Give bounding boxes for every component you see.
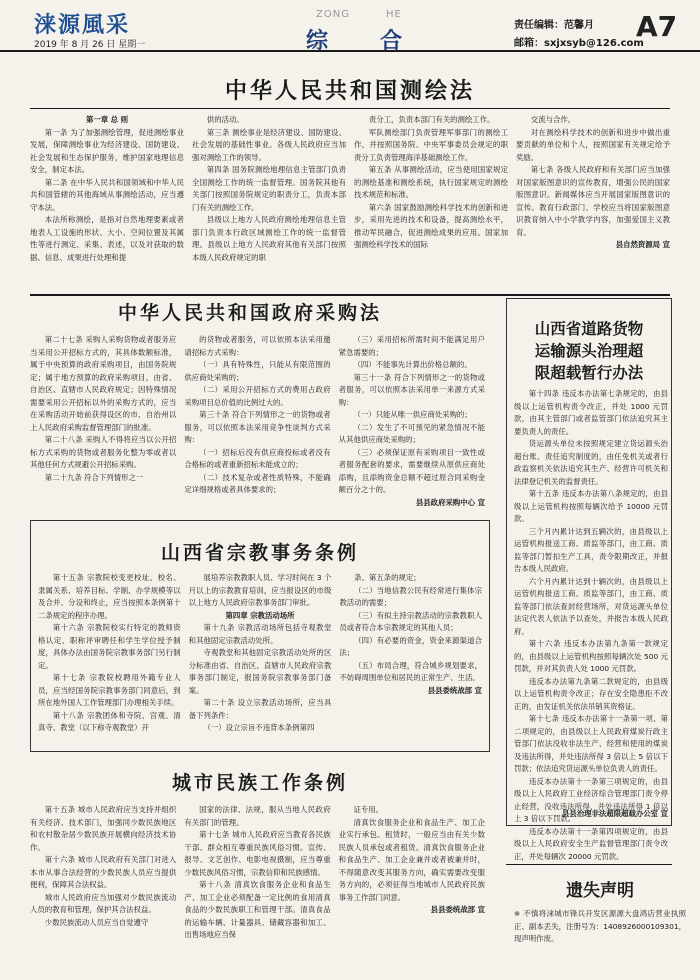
article-paragraph: 县县政府采购中心 宣 (415, 497, 485, 507)
masthead (0, 0, 700, 52)
procurement-law-body (30, 334, 485, 510)
article-paragraph: 第十七条 违反本办法第十一条第一项、第二项规定的，由县级以上人民政府煤炭行政主管部门依法没收非法生产、经营和使用的煤炭及违法所得，并处违法所得 3 倍以上 5 倍以下罚款；依法追究货运源头单位负责人的责任。 (514, 714, 668, 773)
article-paragraph: 县县委统战部 宣 (427, 685, 483, 695)
article-paragraph: 第三十一条 符合下列情形之一的货物或者服务，可以依照本法采用单一来源方式采购： (338, 372, 485, 407)
article-paragraph: 第十八条 宗教团体和寺院、宫观、清真寺、教堂（以下称寺观教堂）开 (38, 710, 181, 732)
article-paragraph: （三）有拟主持宗教活动的宗教教职人员或者符合本宗教规定的其他人员； (339, 610, 483, 632)
article-paragraph: 第十六条 违反本办法第九条第一款规定的，由县级以上运管机构按照每辆次处 500 元罚款，并对其负责人处 1000 元罚款。 (514, 639, 668, 673)
article-paragraph: 第十四条 违反本办法第七条规定的，由县级以上运管机构责令改正，并处 1000 元罚款，由其主管部门或者监管部门依法追究其主要负责人的责任。 (514, 389, 668, 436)
article-paragraph: （一）设立宗旨不违背本条例第四 (203, 723, 315, 732)
article-paragraph: 第十五条 违反本办法第八条规定的，由县级以上运管机构按照每辆次给予 10000 元罚款。 (514, 489, 668, 523)
article-paragraph: 违反本办法第十一条第四项规定的，由县级以上人民政府安全生产监督管理部门责令改正，并处每辆次 20000 元罚款。 (514, 826, 668, 861)
article-paragraph: （二）技术复杂或者性质特殊，不能确定详细规格或者具体要求的； (184, 472, 331, 494)
article-paragraph: 第十五条 城市人民政府应当支持并组织有关经济、技术部门，加强同少数民族地区和农村散杂居少数民族开展横向经济技术协作。 (30, 805, 177, 852)
article-column (339, 572, 482, 746)
ethnic-regulation-title: 城市民族工作条例 (171, 772, 348, 794)
article-paragraph: 第一条 为了加强测绘管理，促进测绘事业发展，保障测绘事业为经济建设、国防建设、社会发展和生态保护服务，维护国家地理信息安全，制定本法。 (30, 127, 184, 174)
religious-regulation-title: 山西省宗教事务条例 (160, 542, 359, 564)
survey-law-body (30, 114, 670, 290)
article-paragraph: 的货物或者服务，可以依照本法采用邀请招标方式采购： (184, 335, 331, 357)
article-paragraph: 第四章 宗教活动场所 (225, 610, 295, 620)
article-paragraph: （四）有必要的资金，资金来源渠道合法； (339, 635, 483, 657)
article-paragraph: 违反本办法第十一条第三项规定的，由县级以上人民政府工业经济综合管理部门责令停止经营，没收违法所得，并处违法所得 1 倍以上 3 倍以下罚款。 (514, 776, 668, 823)
article-paragraph: 第三十条 符合下列情形之一的货物或者服务，可以依照本法采用竞争性谈判方式采购： (184, 410, 331, 444)
article-column (184, 804, 330, 976)
article-paragraph: 第二十八条 采购人不得将应当以公开招标方式采购的货物或者服务化整为零或者以其他任何方式规避公开招标采购。 (30, 435, 177, 469)
article-paragraph: （一）具有特殊性，只能从有限范围的供应商处采购的； (184, 360, 331, 382)
article-paragraph: 第三条 测绘事业是经济建设、国防建设、社会发展的基础性事业。各级人民政府应当加强对测绘工作的领导。 (192, 127, 346, 162)
article-paragraph: 第十六条 城市人民政府有关部门对进入本市从事合法经营的少数民族人员应当提供便利，保障其合法权益。 (30, 855, 177, 889)
article-column (192, 114, 346, 290)
article-paragraph: 第二条 在中华人民共和国领域和中华人民共和国管辖的其他海域从事测绘活动，应当遵守本法。 (30, 177, 184, 212)
article-paragraph: 违反本办法第九条第二款规定的，由县级以上运管机构责令改正；存在安全隐患拒不改正的，由发证机关依法吊销其资格证。 (514, 676, 668, 711)
article-column (516, 114, 670, 290)
article-paragraph: （二）发生了不可预见的紧急情况不能从其他供应商处采购的； (338, 422, 485, 444)
article-column (30, 804, 176, 976)
article-paragraph: 三个月内累计达到五辆次的，由县级以上运管机构报送工商、质监等部门，由工商、质监等部门暂扣生产工具，责令限期改正，并报告本级人民政府。 (514, 526, 668, 573)
article-paragraph: 第十七条 宗教院校聘用外籍专业人员，应当经国务院宗教事务部门同意后，到所在地外国人工作管理部门办理相关手续。 (38, 673, 181, 707)
notice-rule (506, 864, 672, 865)
article-paragraph: 第十六条 宗教院校实行特定的教师资格认定、职称评审聘任和学生学位授予制度，具体办法由国务院宗教事务部门另行制定。 (38, 623, 181, 670)
survey-title-rule (30, 108, 670, 109)
article-paragraph: 清真饮食服务企业和食品生产、加工企业实行承包、租赁时，一般应当由有关少数民族人员承包或者租赁。清真饮食服务企业和食品生产、加工企业兼并或者被兼并时，不得随意改变其服务方向，确实需要改变服务方向的，必须征得当地城市人民政府民族事务工作部门同意。 (338, 817, 485, 902)
article-paragraph: 对在测绘科学技术的创新和进步中做出重要贡献的单位和个人，按照国家有关规定给予奖励。 (516, 127, 670, 162)
article-paragraph: 本法所称测绘，是指对自然地理要素或者地表人工设施的形状、大小、空间位置及其属性等进行测定、采集、表述，以及对获取的数据、信息、成果进行处理和提 (30, 215, 184, 262)
article-paragraph: 条、第五条的规定； (354, 573, 421, 582)
procurement-law-title: 中华人民共和国政府采购法 (117, 302, 382, 324)
title-line: 运输源头治理超 (534, 341, 644, 360)
title-line: 限超载暂行办法 (534, 363, 644, 382)
article-column (30, 114, 184, 290)
page-number: A7 (636, 10, 678, 43)
article-column (354, 114, 508, 290)
article-paragraph: 第二十条 设立宗教活动场所，应当具备下列条件： (188, 698, 332, 720)
article-paragraph: （四）不能事先计算出价格总额的。 (353, 360, 472, 369)
overload-credit: 县县治理非法超限超载办公室 宣 (561, 809, 668, 818)
article-paragraph: 货运源头单位未按照规定建立货运源头治超台账、责任追究制度的，由任免机关或者行政监察机关依法追究其生产、经营许可机关和法律登记机关的监督责任。 (514, 439, 668, 486)
article-paragraph: 县级以上地方人民政府测绘地理信息主管部门负责本行政区域测绘工作的统一监督管理。县级以上地方人民政府其他有关部门按照本级人民政府规定的职 (192, 215, 346, 262)
editor-email: 邮箱：sxjxsyb@126.com (514, 38, 644, 49)
section-divider (30, 294, 670, 296)
article-paragraph: （二）当地信教公民有经常进行集体宗教活动的需要； (339, 585, 483, 607)
editor-credit: 责任编辑：范馨月 (514, 20, 594, 31)
article-paragraph: 县自然资源局 宣 (615, 240, 670, 249)
lost-notice-body: ※ 不慎将涞城市锋兵开发区源源大盘鸿店营业执照正、副本丢失，注册号为：1408926000109301，现声明作废。 (514, 909, 686, 943)
article-column (184, 334, 330, 510)
article-column (30, 334, 176, 510)
article-paragraph: 第二十九条 符合下列情形之一 (44, 472, 144, 482)
article-paragraph: （五）布局合理，符合城乡规划要求，不妨碍周围单位和居民的正常生产、生活。 (339, 660, 483, 682)
newspaper-logo: 涞源風采 (34, 12, 131, 38)
article-paragraph: 军队测绘部门负责管理军事部门的测绘工作，并按照国务院、中央军事委员会规定的职责分工负责管理海洋基础测绘工作。 (354, 127, 508, 162)
article-paragraph: （一）招标后没有供应商投标或者没有合格标的或者重新招标未能成立的； (184, 447, 331, 469)
article-paragraph: 供的活动。 (206, 115, 244, 124)
article-paragraph: 第十七条 城市人民政府应当教育各民族干部、群众相互尊重民族风俗习惯。宣传、报导、文艺创作、电影电视摄制，应当尊重少数民族风俗习惯，宗教信仰和民族感情。 (184, 830, 331, 877)
article-paragraph: 少数民族流动人员应当自觉遵守 (44, 917, 149, 927)
article-paragraph: （二）采用公开招标方式的费用占政府采购项目总价值的比例过大的。 (184, 385, 331, 407)
article-paragraph: 第七条 各级人民政府和有关部门应当加强对国家版图意识的宣传教育，增强公民的国家版图意识。新闻媒体应当开展国家版图意识的宣传。教育行政部门、学校应当将国家版图意识教育纳入中小学教学内容，加强爱国主义教育。 (516, 165, 670, 237)
article-paragraph: 交流与合作。 (530, 115, 576, 124)
section-title-right: 合 (380, 28, 403, 54)
article-paragraph: 第二十七条 采购人采购货物或者服务应当采用公开招标方式的，其具体数额标准，属于中央预算的政府采购项目，由国务院规定；属于地方预算的政府采购项目，由省、自治区、直辖市人民政府规定；因特殊情况需要采用公开招标以外的采购方式的，应当在采购活动开始前获得设区的市、自治州以上人民政府采购监督管理部门的批准。 (30, 335, 177, 432)
article-paragraph: 第五条 从事测绘活动，应当使用国家规定的测绘基准和测绘系统，执行国家规定的测绘技术规范和标准。 (354, 165, 508, 199)
article-paragraph: 展培养宗教教职人员、学习时间在 3 个月以上的宗教教育培训，应当报设区的市级以上地方人民政府宗教事务部门审批。 (188, 573, 332, 607)
section-latin-left: ZONG (316, 9, 350, 20)
lost-notice-title: 遗失声明 (566, 881, 634, 901)
article-column (38, 572, 181, 746)
article-paragraph: 第四条 国务院测绘地理信息主管部门负责全国测绘工作的统一监督管理。国务院其他有关部门按照国务院规定的职责分工，负责本部门有关的测绘工作。 (192, 165, 346, 212)
article-paragraph: 第一章 总 则 (85, 115, 129, 124)
overload-regulation-title (508, 318, 670, 384)
article-paragraph: （三）必须保证原有采购项目一致性或者服务配套的要求，需要继续从原供应商处添购，且添购资金总额不超过原合同采购金额百分之十的。 (338, 447, 485, 494)
article-paragraph: 县县委统战部 宣 (430, 905, 485, 914)
article-column (339, 804, 485, 976)
article-column (189, 572, 332, 746)
article-column (339, 334, 485, 510)
religious-regulation-body (38, 572, 482, 746)
title-line: 山西省道路货物 (534, 319, 644, 338)
survey-law-title: 中华人民共和国测绘法 (224, 78, 475, 104)
article-paragraph: 证专用。 (353, 805, 384, 814)
article-paragraph: 寺观教堂和其他固定宗教活动处所的区分标准由省、自治区、直辖市人民政府宗教事务部门制定，报国务院宗教事务部门备案。 (188, 648, 332, 695)
article-paragraph: 六个月内累计达到十辆次的，由县级以上运管机构报送工商、质监等部门，由工商、质监等部门依法查封经营场所，对货运源头单位法定代表人依法予以查处，并报告本级人民政府。 (514, 576, 668, 636)
section-title-left: 综 (306, 28, 329, 54)
ethnic-regulation-body (30, 804, 485, 976)
article-paragraph: （一）只能从唯一供应商处采购的； (353, 410, 472, 419)
article-paragraph: 第十八条 清真饮食服务企业和食品生产、加工企业必须配备一定比例的食用清真食品的少数民族职工和管理干部。清真食品的运输车辆、计量器具、储藏容器和加工、出售场地应当保 (184, 880, 331, 939)
article-paragraph: 第十五条 宗教院校变更校址、校名、隶属关系、培养目标、学制、办学规模等以及合并、分设和终止，应当按照本条例第十二条规定的程序办理。 (38, 573, 181, 620)
article-paragraph: 国家的法律、法规，服从当地人民政府有关部门的管理。 (184, 805, 331, 827)
article-paragraph: 第十九条 宗教活动场所包括寺观教堂和其他固定宗教活动处所。 (188, 623, 332, 645)
article-paragraph: 责分工，负责本部门有关的测绘工作。 (368, 115, 495, 124)
article-paragraph: 第六条 国家鼓励测绘科学技术的创新和进步，采用先进的技术和设备，提高测绘水平，推动军民融合，促进测绘成果的应用。国家加强测绘科学技术的国际 (354, 202, 508, 249)
publication-date: 2019 年 8 月 26 日 星期一 (34, 40, 146, 50)
article-paragraph: （三）采用招标所需时间不能满足用户紧急需要的； (338, 335, 485, 357)
article-paragraph: 城市人民政府应当加强对少数民族流动人员的教育和管理，保护其合法权益。 (30, 892, 177, 914)
section-latin-right: HE (386, 9, 402, 20)
